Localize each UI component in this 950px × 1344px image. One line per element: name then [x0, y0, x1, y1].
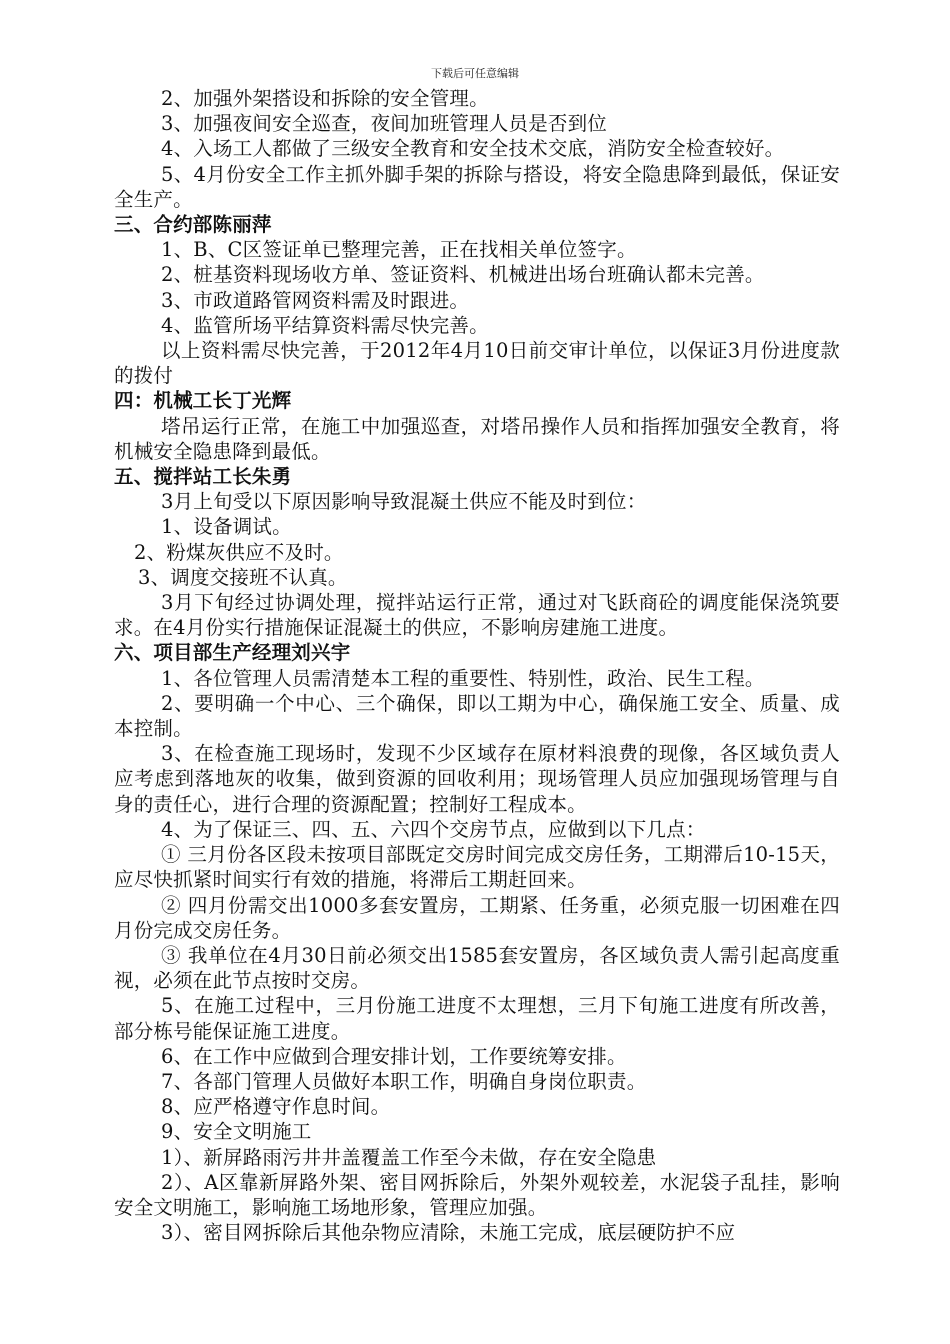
paragraph: 7、各部门管理人员做好本职工作，明确自身岗位职责。	[161, 1069, 647, 1093]
paragraph: 3月上旬受以下原因影响导致混凝土供应不能及时到位：	[161, 490, 647, 514]
paragraph: 2、加强外架搭设和拆除的安全管理。	[161, 87, 489, 110]
paragraph: 塔吊运行正常，在施工中加强巡查，对塔吊操作人员和指挥加强安全教育，将机械安全隐患降到最低。	[114, 414, 840, 463]
paragraph: 9、安全文明施工	[161, 1120, 312, 1144]
section-heading: 四：机械工长丁光辉	[114, 389, 292, 413]
document-body	[114, 86, 840, 1245]
paragraph: 2、要明确一个中心、三个确保，即以工期为中心，确保施工安全、质量、成本控制。	[114, 691, 840, 741]
page-header: 下载后可任意编辑	[431, 67, 519, 80]
section-heading: 五、搅拌站工长朱勇	[114, 465, 292, 489]
paragraph: 1）、新屏路雨污井井盖覆盖工作至今未做，存在安全隐患	[161, 1145, 657, 1169]
paragraph: 4、入场工人都做了三级安全教育和安全技术交底，消防安全检查较好。	[161, 137, 785, 161]
paragraph: 3、市政道路管网资料需及时跟进。	[161, 288, 470, 312]
section-heading: 三、合约部陈丽萍	[114, 213, 272, 237]
paragraph: 3、在检查施工现场时，发现不少区域存在原材料浪费的现像，各区域负责人应考虑到落地灰的收集，做到资源的回收利用；现场管理人员应加强现场管理与自身的责任心，进行合理的资源配置；控制好工程成本。	[114, 742, 840, 816]
paragraph: 1、各位管理人员需清楚本工程的重要性、特别性，政治、民生工程。	[161, 666, 765, 690]
paragraph: 2）、A区靠新屏路外架、密目网拆除后，外架外观较差，水泥袋子乱挂，影响安全文明施工，影响施工场地形象，管理应加强。	[114, 1170, 840, 1219]
paragraph: 4、为了保证三、四、五、六四个交房节点，应做到以下几点：	[161, 817, 706, 841]
paragraph: 4、监管所场平结算资料需尽快完善。	[161, 313, 489, 337]
paragraph: 5、4月份安全工作主抓外脚手架的拆除与搭设，将安全隐患降到最低，保证安全生产。	[114, 162, 840, 211]
paragraph: 1、设备调试。	[161, 515, 292, 539]
paragraph: 6、在工作中应做到合理安排计划，工作要统筹安排。	[161, 1044, 627, 1068]
paragraph: ① 三月份各区段未按项目部既定交房时间完成交房任务，工期滞后10-15天，应尽快抓紧时间实行有效的措施，将滞后工期赶回来。	[114, 843, 840, 892]
paragraph: ③ 我单位在4月30日前必须交出1585套安置房，各区域负责人需引起高度重视，必须在此节点按时交房。	[114, 943, 840, 993]
paragraph: ② 四月份需交出1000多套安置房，工期紧、任务重，必须克服一切困难在四月份完成交房任务。	[114, 893, 840, 942]
paragraph: 3、加强夜间安全巡查，夜间加班管理人员是否到位	[161, 112, 608, 136]
paragraph: 2、桩基资料现场收方单、签证资料、机械进出场台班确认都未完善。	[161, 263, 765, 287]
paragraph: 以上资料需尽快完善，于2012年4月10日前交审计单位，以保证3月份进度款的拨付	[114, 339, 840, 388]
paragraph: 2、粉煤灰供应不及时。	[134, 540, 344, 564]
paragraph: 3月下旬经过协调处理，搅拌站运行正常，通过对飞跃商砼的调度能保浇筑要求。在4月份实行措施保证混凝土的供应，不影响房建施工进度。	[114, 591, 840, 640]
section-heading: 六、项目部生产经理刘兴宇	[114, 641, 351, 665]
paragraph: 3、调度交接班不认真。	[138, 565, 348, 589]
paragraph: 5、在施工过程中，三月份施工进度不太理想，三月下旬施工进度有所改善，部分栋号能保证施工进度。	[114, 994, 840, 1043]
paragraph: 8、应严格遵守作息时间。	[161, 1095, 391, 1119]
paragraph: 3）、密目网拆除后其他杂物应清除，未施工完成，底层硬防护不应	[161, 1221, 736, 1245]
paragraph: 1、B、C区签证单已整理完善，正在找相关单位签字。	[161, 238, 637, 262]
